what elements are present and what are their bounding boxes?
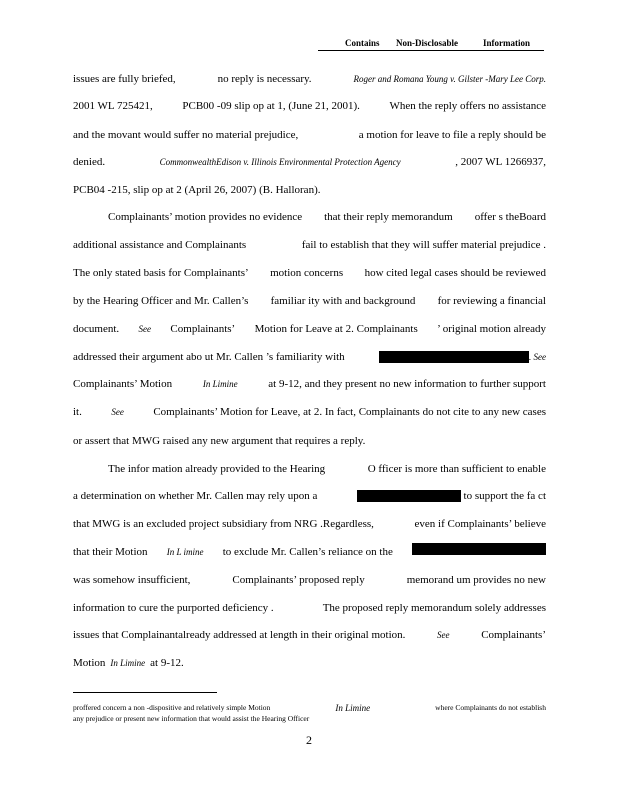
header-contains: Contains — [345, 38, 380, 48]
footnote-line: proffered concern a non -dispositive and relatively simple Motion In Limine where Complainants do not establish — [73, 703, 546, 713]
redaction-box — [412, 543, 546, 555]
header-information: Information — [483, 38, 530, 48]
text-line: addressed their argument abo ut Mr. Callen ’s familiarity with . See — [73, 351, 546, 363]
text-line: and the movant would suffer no material prejudice, a motion for leave to file a reply should be — [73, 129, 546, 141]
text-line: The only stated basis for Complainants’ motion concerns how cited legal cases should be reviewed — [73, 267, 546, 279]
text-line: document. See Complainants’ Motion for Leave at 2. Complainants ’ original motion already — [73, 323, 546, 335]
case-citation: Roger and Romana Young v. Gilster -Mary Lee Corp. — [353, 74, 546, 84]
footnote-rule — [73, 692, 217, 693]
text-line: denied. CommonwealthEdison v. Illinois Environmental Protection Agency , 2007 WL 1266937, — [73, 153, 546, 171]
text-line: PCB04 -215, slip op at 2 (April 26, 2007) (B. Halloran). — [73, 184, 321, 196]
text-line: it. See Complainants’ Motion for Leave, at 2. In fact, Complainants do not cite to any new cases — [73, 406, 546, 418]
text-line: Complainants’ motion provides no evidence that their reply memorandum offer s theBoard — [108, 211, 546, 223]
case-citation: CommonwealthEdison v. Illinois Environmental Protection Agency — [159, 157, 401, 167]
text-line: 2001 WL 725421, PCB00 -09 slip op at 1, (June 21, 2001). When the reply offers no assistance — [73, 100, 546, 112]
page-header — [318, 37, 544, 51]
text-line: issues that Complainantalready addressed at length in their original motion. See Complainants’ — [73, 629, 546, 641]
text-line: was somehow insufficient, Complainants’ proposed reply memorand um provides no new — [73, 574, 546, 586]
redaction-box — [379, 351, 529, 363]
text-line: or assert that MWG raised any new argument that requires a reply. — [73, 435, 366, 447]
text-line: by the Hearing Officer and Mr. Callen’s familiar ity with and background for reviewing a financial — [73, 295, 546, 307]
header-nondisclosable: Non-Disclosable — [396, 38, 459, 48]
text-line: that their Motion In L imine to exclude Mr. Callen’s reliance on the — [73, 543, 546, 561]
footnote-line: any prejudice or present new information that would assist the Hearing Officer — [73, 714, 310, 723]
redaction-box — [357, 490, 461, 502]
text-line: Complainants’ Motion In Limine at 9-12, and they present no new information to further support — [73, 378, 546, 390]
text-line: that MWG is an excluded project subsidiary from NRG .Regardless, even if Complainants’ believe — [73, 518, 546, 530]
text-line: issues are fully briefed, no reply is necessary. Roger and Romana Young v. Gilster -Mary Lee Corp. — [73, 70, 546, 88]
text-line: Motion In Limine at 9-12. — [73, 657, 184, 669]
page-number: 2 — [306, 733, 312, 747]
text-line: information to cure the purported deficiency . The proposed reply memorandum solely addresses — [73, 602, 546, 614]
text-line: The infor mation already provided to the Hearing O fficer is more than sufficient to enable — [108, 463, 546, 475]
text-line: additional assistance and Complainants fail to establish that they will suffer material prejudice . — [73, 239, 546, 251]
text-line: a determination on whether Mr. Callen may rely upon a to support the fa ct — [73, 490, 546, 502]
